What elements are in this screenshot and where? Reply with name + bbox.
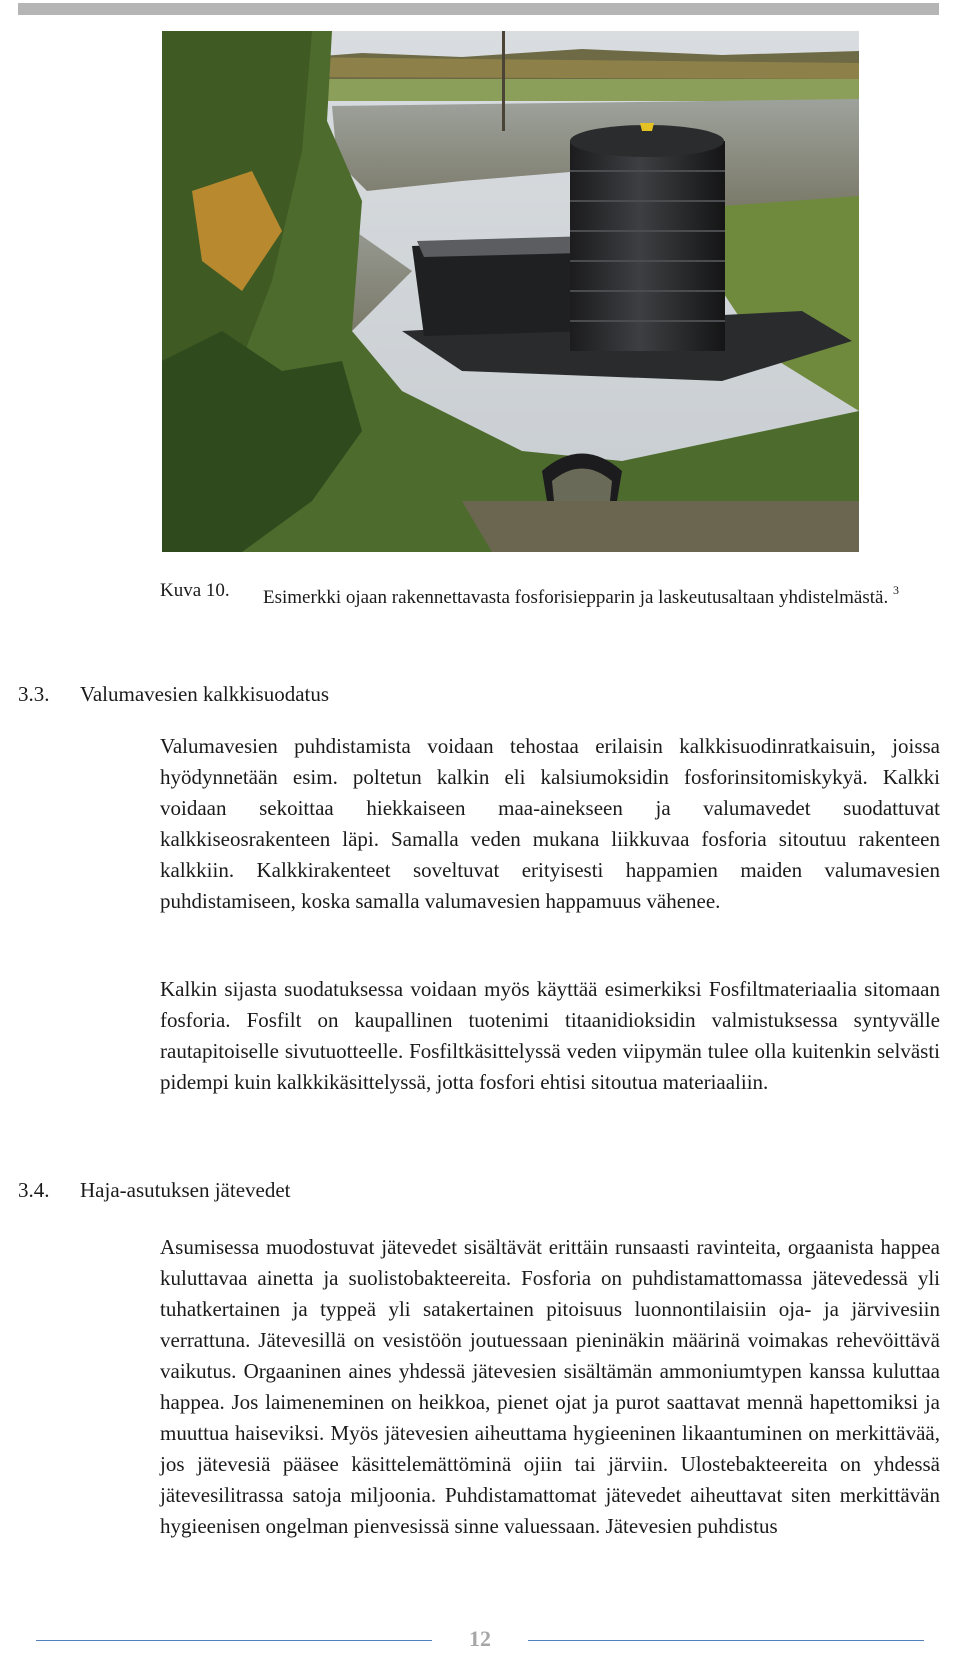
caption-body: Esimerkki ojaan rakennettavasta fosforisiepparin ja laskeutusaltaan yhdistelmästä. xyxy=(263,587,889,608)
caption-label: Kuva 10. xyxy=(160,580,230,601)
caption-text xyxy=(263,578,933,610)
footer-rule-right xyxy=(528,1640,924,1641)
header-bar xyxy=(18,3,939,15)
section-number: 3.3. xyxy=(18,682,50,706)
section-title: Valumavesien kalkkisuodatus xyxy=(80,682,330,706)
paragraph-3-4-1: Asumisessa muodostuvat jätevedet sisältävät erittäin runsaasti ravinteita, orgaanista happea kuluttavaa ainetta ja suolistobakteereita. Fosforia on puhdistamattomassa jätevedessä yli tuhatkertainen ja typpeä yli satakertainen pitoisuus luonnontilaisiin oja- ja järvivesiin verrattuna. Jätevesillä on vesistöön joutuessaan pieninäkin määrinä voimakas rehevöittävä vaikutus. Orgaaninen aines yhdessä jätevesien sisältämän ammoniumtypen kanssa kuluttaa happea. Jos laimeneminen on heikkoa, pienet ojat ja purot saattavat mennä hapettomiksi ja muuttua haiseviksi. Myös jätevesien aiheuttama hygieeninen likaantuminen on merkittävää, jos jätevesiä pääsee käsittelemättöminä ojiin tai järviin. Ulostebakteereita on yhdessä jätevesilitrassa satoja miljoonia. Puhdistamattomat jätevedet aiheuttavat siten merkittävän hygieenisen ongelman pienvesissä sinne valuessaan. Jätevesien puhdistus xyxy=(160,1235,940,1538)
footer-rule-left xyxy=(36,1640,432,1641)
caption-reference: 3 xyxy=(892,583,899,597)
page-number: 12 xyxy=(469,1626,491,1651)
section-number: 3.4. xyxy=(18,1178,50,1202)
figure-photo xyxy=(162,31,859,552)
section-title: Haja-asutuksen jätevedet xyxy=(80,1178,291,1202)
paragraph-3-3-1: Valumavesien puhdistamista voidaan tehostaa erilaisin kalkkisuodinratkaisuin, joissa hyödynnetään esim. poltetun kalkin eli kalsiumoksidin fosforinsitomiskykyä. Kalkki voidaan sekoittaa hiekkaiseen maa-ainekseen ja valumavedet suodattuvat kalkkiseosrakenteen läpi. Samalla veden mukana liikkuvaa fosforia sitoutuu rakenteen kalkkiin. Kalkkirakenteet soveltuvat erityisesti happamien maiden valumavesien puhdistamiseen, koska samalla valumavesien happamuus vähenee. xyxy=(160,734,940,913)
paragraph-3-3-2: Kalkin sijasta suodatuksessa voidaan myös käyttää esimerkiksi Fosfiltmateriaalia sitomaan fosforia. Fosfilt on kaupallinen tuotenimi titaanidioksidin valmistuksessa syntyvälle rautapitoiselle sivutuotteelle. Fosfiltkäsittelyssä veden viipymän tulee olla kuitenkin selvästi pidempi kuin kalkkikäsittelyssä, jotta fosfori ehtisi sitoutua materiaaliin. xyxy=(160,977,940,1094)
